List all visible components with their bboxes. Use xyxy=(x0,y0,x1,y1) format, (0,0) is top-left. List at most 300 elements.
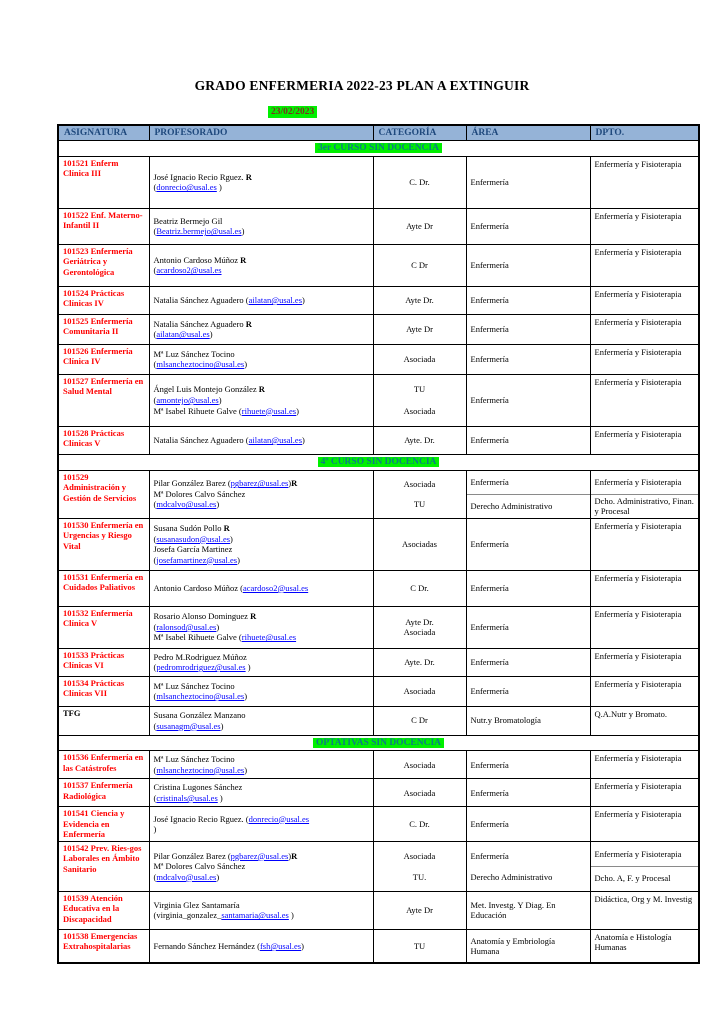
category-text: Asociada xyxy=(403,685,436,696)
email-link[interactable]: mdcalvo@usal.es xyxy=(156,871,217,882)
professor-cell xyxy=(149,751,373,779)
email-link[interactable]: Beatriz.bermejo@usal.es xyxy=(156,226,242,237)
professor-line xyxy=(154,544,369,555)
subject-cell: 101537 Enfermería Radiológica xyxy=(58,779,149,807)
category-cell xyxy=(373,156,466,208)
professor-line xyxy=(154,555,369,566)
professor-cell xyxy=(149,929,373,963)
category-stack xyxy=(376,378,464,422)
category-part: TU xyxy=(413,384,426,394)
professor-text: ) xyxy=(302,435,305,445)
professor-cell xyxy=(149,156,373,208)
table-row xyxy=(58,244,699,286)
dpto-cell xyxy=(590,570,699,606)
area-part: Enfermería xyxy=(470,850,509,861)
dpto-cell xyxy=(590,518,699,570)
professor-text: ( xyxy=(153,554,157,565)
area-text: Enfermería xyxy=(470,354,509,364)
dpto-cell xyxy=(590,807,699,842)
professor-text: Antonio Cardoso Múñoz xyxy=(153,254,241,265)
professor-text: Virginia Glez Santamaría xyxy=(153,899,240,910)
professor-cell xyxy=(149,208,373,244)
professor-line xyxy=(154,478,369,489)
professor-text: ) xyxy=(220,720,224,731)
professor-text: ( xyxy=(153,764,157,775)
subject-cell: 101539 Atención Educativa en la Discapacidad xyxy=(58,891,149,929)
dpto-cell xyxy=(590,606,699,648)
professor-text: ( xyxy=(153,329,157,340)
professor-text: Fernando Sánchez Hernández ( xyxy=(153,940,260,951)
email-link[interactable]: ailatan@usal.es xyxy=(248,435,303,445)
subject-cell: TFG xyxy=(58,706,149,735)
professor-text: ( xyxy=(153,691,157,702)
area-cell xyxy=(466,374,590,426)
professor-text: R xyxy=(250,611,257,622)
professor-text: ) xyxy=(288,910,294,921)
email-link[interactable]: josefamartinez@usal.es xyxy=(156,554,238,565)
email-link[interactable]: mlsancheztocino@usal.es xyxy=(156,359,245,370)
section-cell xyxy=(58,454,699,470)
professor-text: ( xyxy=(153,499,157,510)
table-row xyxy=(58,426,699,454)
category-part: Asociada xyxy=(403,478,436,489)
professor-line xyxy=(154,710,369,721)
category-cell xyxy=(373,606,466,648)
category-text: Asociada xyxy=(403,627,436,638)
category-text: Asociada xyxy=(403,787,436,798)
area-stack xyxy=(471,845,586,887)
area-text: Enfermería xyxy=(470,656,509,667)
dpto-part: Dcho. Administrativo, Finan. y Procesal xyxy=(591,494,699,518)
subject-cell: 101542 Prev. Ries-gos Laborales en Ámbito Sanitario xyxy=(58,841,149,891)
section-header: 3er CURSO SIN DOCENCIA xyxy=(315,143,442,153)
professor-cell xyxy=(149,374,373,426)
professor-line xyxy=(154,359,369,370)
professor-text: ) xyxy=(153,824,157,835)
section-cell xyxy=(58,735,699,751)
area-cell xyxy=(466,676,590,706)
subject-cell: 101524 Prácticas Clínicas IV xyxy=(58,286,149,314)
table-header xyxy=(58,125,699,141)
category-cell xyxy=(373,706,466,735)
professor-line xyxy=(154,793,369,804)
email-link[interactable]: ralonsod@usal.es xyxy=(156,621,217,632)
professor-line xyxy=(154,534,369,545)
professor-text: R xyxy=(245,318,252,329)
column-header-asignatura: ASIGNATURA xyxy=(58,125,149,141)
table-row xyxy=(58,929,699,963)
email-link[interactable]: pgbarez@usal.es xyxy=(230,478,289,489)
professor-text: ( xyxy=(153,182,157,193)
email-link[interactable]: donrecio@usal.es xyxy=(248,813,310,824)
professor-line xyxy=(154,384,369,395)
professor-line xyxy=(154,499,369,510)
dpto-text: Enfermería y Fisioterapia xyxy=(594,520,682,531)
date-badge: 23/02/2023 xyxy=(268,106,317,118)
category-cell xyxy=(373,891,466,929)
professor-text: Mª Isabel Rihuete Galve ( xyxy=(153,632,242,643)
dpto-cell xyxy=(590,676,699,706)
professor-text: ( xyxy=(153,871,157,882)
dpto-cell xyxy=(590,286,699,314)
dpto-text: Enfermería y Fisioterapia xyxy=(594,288,682,299)
professor-line xyxy=(154,583,369,594)
professor-cell xyxy=(149,286,373,314)
email-link[interactable]: cristinals@usal.es xyxy=(156,792,218,803)
professor-text: ) xyxy=(216,871,220,882)
professor-text: ) xyxy=(217,792,223,803)
email-link[interactable]: rihuete@usal.es xyxy=(241,632,297,643)
area-text: Enfermería xyxy=(470,538,509,549)
professor-line xyxy=(154,329,369,340)
professor-line xyxy=(154,652,369,663)
table-row xyxy=(58,374,699,426)
professor-text: Pedro M.Rodriguez Múñoz xyxy=(153,651,247,662)
professor-text: R xyxy=(258,384,265,395)
professor-text: R xyxy=(245,171,252,182)
area-text: Enfermería xyxy=(470,260,509,270)
professor-text: ( xyxy=(153,226,157,237)
email-link[interactable]: susanasudon@usal.es xyxy=(156,533,231,544)
professor-line xyxy=(154,406,369,417)
area-text: Enfermería xyxy=(470,435,509,445)
category-cell xyxy=(373,208,466,244)
dpto-text: Enfermería y Fisioterapia xyxy=(594,210,682,221)
subject-cell: 101532 Enfermería Clínica V xyxy=(58,606,149,648)
professor-cell xyxy=(149,606,373,648)
professor-text: ) xyxy=(216,499,220,510)
dpto-text: Didáctica, Org y M. Investig xyxy=(594,893,693,904)
table-row xyxy=(58,751,699,779)
professor-text: ) xyxy=(244,764,248,775)
email-link[interactable]: rihuete@usal.es xyxy=(241,405,297,416)
dpto-text: Enfermería y Fisioterapia xyxy=(594,246,682,257)
category-cell xyxy=(373,929,466,963)
professor-text: Mª Luz Sánchez Tocino xyxy=(153,680,235,691)
category-text: C. Dr. xyxy=(409,818,430,829)
category-text: TU xyxy=(413,940,426,951)
dpto-cell xyxy=(590,648,699,676)
dpto-cell xyxy=(590,751,699,779)
table-row xyxy=(58,779,699,807)
dpto-cell xyxy=(590,426,699,454)
professor-line xyxy=(154,349,369,360)
email-link[interactable]: pedromrodriguez@usal.es xyxy=(156,662,246,673)
area-cell xyxy=(466,344,590,374)
email-link[interactable]: ailatan@usal.es xyxy=(248,295,303,305)
professor-text: ( xyxy=(153,359,157,370)
table-row xyxy=(58,208,699,244)
subject-cell: 101521 Enferm Clínica III xyxy=(58,156,149,208)
area-text: Met. Investg. Y Diag. En Educación xyxy=(470,899,556,921)
professor-line xyxy=(154,489,369,500)
professor-cell xyxy=(149,426,373,454)
professor-text: ) xyxy=(209,329,213,340)
professor-text: R xyxy=(291,478,298,489)
professor-line xyxy=(154,721,369,732)
area-cell xyxy=(466,891,590,929)
area-text: Enfermería xyxy=(470,395,509,405)
professor-text: ) xyxy=(301,940,304,951)
category-cell xyxy=(373,779,466,807)
subject-cell: 101529 Administración y Gestión de Servicios xyxy=(58,470,149,518)
dpto-cell xyxy=(590,208,699,244)
professor-line xyxy=(154,435,369,446)
section-row xyxy=(58,454,699,470)
professor-text: ) xyxy=(244,359,248,370)
category-cell xyxy=(373,648,466,676)
professor-text: Natalia Sánchez Aguadero xyxy=(153,318,246,329)
category-stack xyxy=(376,474,464,514)
professor-text: Natalia Sánchez Aguadero ( xyxy=(153,295,249,305)
professor-line xyxy=(154,255,369,266)
category-cell xyxy=(373,470,466,518)
category-cell xyxy=(373,841,466,891)
professor-text: Natalia Sánchez Aguadero ( xyxy=(153,435,249,445)
professor-line xyxy=(154,265,369,276)
professor-text: Antonio Cardoso Múñoz ( xyxy=(153,582,243,593)
area-cell xyxy=(466,518,590,570)
dpto-part: Dcho. A, F. y Procesal xyxy=(591,866,699,890)
area-text: Enfermería xyxy=(470,582,509,593)
professor-line xyxy=(154,824,369,835)
professor-cell xyxy=(149,648,373,676)
date-row xyxy=(268,101,724,117)
area-cell xyxy=(466,606,590,648)
professor-text: ) xyxy=(216,182,222,193)
email-link[interactable]: donrecio@usal.es xyxy=(156,182,217,193)
dpto-cell xyxy=(590,344,699,374)
email-link[interactable]: mdcalvo@usal.es xyxy=(156,499,217,510)
professor-text: Cristina Lugones Sánchez xyxy=(153,782,243,793)
subject-cell: 101541 Ciencia y Evidencia en Enfermería xyxy=(58,807,149,842)
area-cell xyxy=(466,841,590,891)
professor-text: ) xyxy=(241,226,245,237)
professor-text: ) xyxy=(216,621,220,632)
professor-cell xyxy=(149,841,373,891)
professor-text: ) xyxy=(218,395,222,405)
professor-text: ( xyxy=(153,533,157,544)
area-cell xyxy=(466,751,590,779)
email-link[interactable]: acardoso2@usal.es xyxy=(242,582,309,593)
subject-cell: 101534 Prácticas Clínicas VII xyxy=(58,676,149,706)
area-text: Enfermería xyxy=(470,221,509,231)
area-cell xyxy=(466,244,590,286)
category-cell xyxy=(373,570,466,606)
email-link[interactable]: amontejo@usal.es xyxy=(156,395,219,405)
email-link[interactable]: pgbarez@usal.es xyxy=(230,850,289,861)
dpto-text: Anatomía e Histología Humanas xyxy=(594,931,672,953)
table-row xyxy=(58,344,699,374)
professor-text: ( xyxy=(153,792,157,803)
subject-cell: 101523 Enfermería Geriátrica y Gerontológica xyxy=(58,244,149,286)
email-link[interactable]: fsh@usal.es xyxy=(259,940,302,951)
dpto-text: Enfermería y Fisioterapia xyxy=(594,158,682,169)
email-link[interactable]: acardoso2@usal.es xyxy=(156,265,222,276)
category-cell xyxy=(373,314,466,344)
professor-line xyxy=(154,395,369,406)
area-cell xyxy=(466,779,590,807)
dpto-text: Enfermería y Fisioterapia xyxy=(594,678,682,689)
professor-text: ) xyxy=(230,533,233,544)
area-text: Enfermería xyxy=(470,295,509,305)
area-text: Enfermería xyxy=(470,759,509,770)
subject-cell: 101536 Enfermería en las Catástrofes xyxy=(58,751,149,779)
category-text: Ayte Dr. xyxy=(405,616,434,627)
area-cell xyxy=(466,470,590,518)
professor-line xyxy=(154,622,369,633)
professor-text: Beatriz Bermejo Gil xyxy=(153,215,223,226)
professor-text: ( xyxy=(153,265,157,276)
table-row xyxy=(58,470,699,518)
table-row xyxy=(58,314,699,344)
column-header--rea: ÁREA xyxy=(466,125,590,141)
area-text: Enfermería xyxy=(470,324,509,334)
category-cell xyxy=(373,374,466,426)
email-link[interactable]: susanagm@usal.es xyxy=(156,720,221,731)
category-cell xyxy=(373,807,466,842)
subject-cell: 101533 Prácticas Clínicas VI xyxy=(58,648,149,676)
email-link[interactable]: mlsancheztocino@usal.es xyxy=(156,764,245,775)
category-cell xyxy=(373,518,466,570)
professor-line xyxy=(154,900,369,911)
category-text: C. Dr. xyxy=(409,177,430,187)
dpto-cell xyxy=(590,779,699,807)
professor-line xyxy=(154,814,369,825)
area-text: Enfermería xyxy=(470,177,509,187)
table-row xyxy=(58,286,699,314)
table-row xyxy=(58,676,699,706)
professor-line xyxy=(154,872,369,883)
professor-line xyxy=(154,319,369,330)
table-row xyxy=(58,570,699,606)
area-cell xyxy=(466,208,590,244)
professor-text: Josefa García Martinez xyxy=(153,544,233,555)
column-header-profesorado: PROFESORADO xyxy=(149,125,373,141)
professor-text: ) xyxy=(296,405,299,416)
category-text: Ayte Dr xyxy=(406,324,433,334)
professor-cell xyxy=(149,244,373,286)
category-text: C Dr xyxy=(411,715,428,726)
professor-line xyxy=(154,662,369,673)
dpto-text: Enfermería y Fisioterapia xyxy=(594,572,682,583)
category-text: Asociada xyxy=(403,354,436,364)
professor-line xyxy=(154,782,369,793)
category-text: C Dr xyxy=(411,260,428,270)
courses-table xyxy=(57,124,700,964)
professor-text: ( xyxy=(153,720,157,731)
table-row xyxy=(58,841,699,891)
area-cell xyxy=(466,286,590,314)
professor-line xyxy=(154,691,369,702)
professor-text: Pilar González Barez ( xyxy=(153,850,231,861)
professor-cell xyxy=(149,676,373,706)
professor-text: Pilar González Barez ( xyxy=(153,478,231,489)
dpto-cell xyxy=(590,470,699,518)
category-part: TU xyxy=(413,498,426,509)
professor-text: Susana Sudón Pollo xyxy=(153,523,224,534)
area-part: Derecho Administrativo xyxy=(470,871,553,882)
area-text: Enfermería xyxy=(470,818,509,829)
professor-line xyxy=(154,941,369,952)
area-text: Nutr.y Bromatología xyxy=(470,715,541,726)
area-cell xyxy=(466,156,590,208)
professor-text: Ángel Luis Montejo González xyxy=(153,384,259,395)
category-cell xyxy=(373,344,466,374)
professor-cell xyxy=(149,807,373,842)
table-row xyxy=(58,891,699,929)
professor-cell xyxy=(149,891,373,929)
professor-line xyxy=(154,851,369,862)
professor-text: ) xyxy=(244,691,248,702)
professor-line xyxy=(154,681,369,692)
email-link[interactable]: mlsancheztocino@usal.es xyxy=(156,691,245,702)
table-row xyxy=(58,606,699,648)
column-header-categor-a: CATEGORÍA xyxy=(373,125,466,141)
email-link[interactable]: ailatan@usal.es xyxy=(156,329,210,340)
professor-text: ) xyxy=(245,662,251,673)
category-cell xyxy=(373,676,466,706)
category-part: Asociada xyxy=(403,850,436,861)
area-cell xyxy=(466,426,590,454)
header-row xyxy=(58,125,699,141)
professor-line xyxy=(154,216,369,227)
section-row xyxy=(58,735,699,751)
professor-text: Rosario Alonso Dominguez xyxy=(153,611,251,622)
professor-line xyxy=(154,182,369,193)
professor-cell xyxy=(149,518,373,570)
email-link[interactable]: santamaria@usal.es xyxy=(221,910,289,921)
dpto-cell xyxy=(590,374,699,426)
area-text: Enfermería xyxy=(470,787,509,798)
professor-text: R xyxy=(223,523,230,534)
category-part: Asociada xyxy=(403,406,436,416)
dpto-text: Q.A.Nutr y Bromato. xyxy=(594,708,667,719)
category-text: Ayte Dr. xyxy=(405,295,434,305)
professor-line xyxy=(154,765,369,776)
professor-text: R xyxy=(240,254,247,265)
dpto-text: Enfermería y Fisioterapia xyxy=(594,650,682,661)
area-part: Enfermería xyxy=(470,477,509,488)
dpto-text: Enfermería y Fisioterapia xyxy=(594,753,682,764)
section-row xyxy=(58,141,699,157)
dpto-text: Enfermería y Fisioterapia xyxy=(594,346,682,357)
dpto-cell xyxy=(590,156,699,208)
professor-cell xyxy=(149,570,373,606)
professor-text: Mª Dolores Calvo Sánchez xyxy=(153,861,246,872)
category-cell xyxy=(373,244,466,286)
dpto-text: Enfermería y Fisioterapia xyxy=(594,428,682,439)
dpto-text: Enfermería y Fisioterapia xyxy=(594,809,682,820)
professor-line xyxy=(154,295,369,306)
category-text: Asociada xyxy=(403,759,436,770)
professor-text: ) xyxy=(288,478,292,489)
area-part: Derecho Administrativo xyxy=(467,494,590,517)
subject-cell: 101538 Emergencias Extrahospitalarias xyxy=(58,929,149,963)
dpto-cell xyxy=(590,706,699,735)
area-text: Enfermería xyxy=(470,621,509,632)
dpto-part: Enfermería y Fisioterapia xyxy=(594,848,682,859)
category-text: C Dr. xyxy=(410,582,429,593)
table-row xyxy=(58,807,699,842)
category-text: Ayte Dr xyxy=(406,905,433,916)
professor-cell xyxy=(149,314,373,344)
professor-text: Mª Isabel Rihuete Galve ( xyxy=(153,405,242,416)
dpto-text: Enfermería y Fisioterapia xyxy=(594,376,682,387)
professor-text: Mª Luz Sánchez Tocino xyxy=(153,754,235,765)
professor-line xyxy=(154,172,369,183)
dpto-text: Enfermería y Fisioterapia xyxy=(594,316,682,327)
